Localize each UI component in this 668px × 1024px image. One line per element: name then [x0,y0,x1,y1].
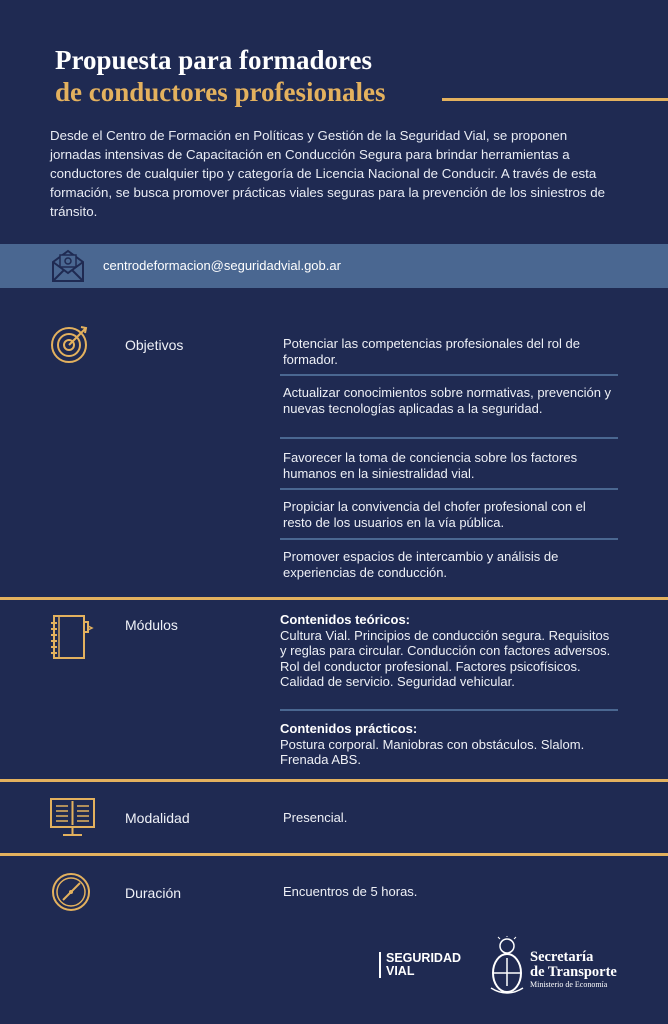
objective-item: Favorecer la toma de conciencia sobre los factores humanos en la siniestralidad vial. [283,450,578,481]
seguridad-vial-logo [379,952,461,978]
practice-text: Postura corporal. Maniobras con obstáculos. Slalom. Frenada ABS. [280,736,585,767]
divider [280,709,618,711]
logo-text-line: de Transporte [530,964,617,980]
theory-content [280,612,618,690]
theory-title: Contenidos teóricos: [280,612,411,627]
objective-item: Actualizar conocimientos sobre normativas, prevención y nuevas tecnologías aplicadas a la seguridad. [283,385,612,416]
envelope-icon [50,249,86,288]
objective-item: Promover espacios de intercambio y análisis de experiencias de conducción. [283,549,559,580]
email-link[interactable]: centrodeformacion@seguridadvial.gob.ar [103,258,341,273]
practice-title: Contenidos prácticos: [280,721,418,736]
duracion-value: Encuentros de 5 horas. [283,884,418,899]
title-line-1: Propuesta para formadores [55,45,372,75]
section-label-objetivos: Objetivos [125,337,184,353]
title-underline [442,98,668,101]
contact-bar [0,244,668,288]
logo-text-line: Secretaría [530,949,594,965]
divider [280,538,618,540]
section-divider [0,779,668,782]
section-label-modulos: Módulos [125,617,178,633]
page-title [55,44,386,108]
theory-text: Cultura Vial. Principios de conducción segura. Requisitos y reglas para circular. Conducción con factores adversos. Rol del conductor profesional. Factores psicofísicos. Calidad de servicio. Seguridad vehicular. [280,627,611,689]
book-monitor-icon [50,797,96,844]
secretaria-transporte-logo [530,950,617,990]
logo-text-line: Ministerio de Economía [530,980,608,989]
logo-text-line: SEGURIDAD [386,951,462,965]
objective-item: Potenciar las competencias profesionales del rol de formador. [283,336,581,367]
modalidad-value: Presencial. [283,810,348,825]
logo-text-line: VIAL [386,964,415,978]
practice-content [280,721,618,768]
notebook-icon [50,614,94,665]
section-label-duracion: Duración [125,885,182,901]
divider [280,488,618,490]
divider [280,374,618,376]
section-divider [0,853,668,856]
intro-paragraph: Desde el Centro de Formación en Políticas y Gestión de la Seguridad Vial, se proponen jornadas intensivas de Capacitación en Conducción Segura para brindar herramientas a conductores de cualquier tipo y categoría de Licencia Nacional de Conducir. A través de esta formación, se busca promover prácticas viales seguras para la prevención de los siniestros de tránsito. [50,128,606,219]
section-label-modalidad: Modalidad [125,810,190,826]
divider [280,437,618,439]
national-emblem-icon [488,936,526,1003]
clock-icon [50,871,92,918]
section-divider [0,597,668,600]
objective-item: Propiciar la convivencia del chofer profesional con el resto de los usuarios en la vía pública. [283,499,586,530]
title-line-2: de conductores profesionales [55,77,386,107]
target-icon [50,324,90,369]
